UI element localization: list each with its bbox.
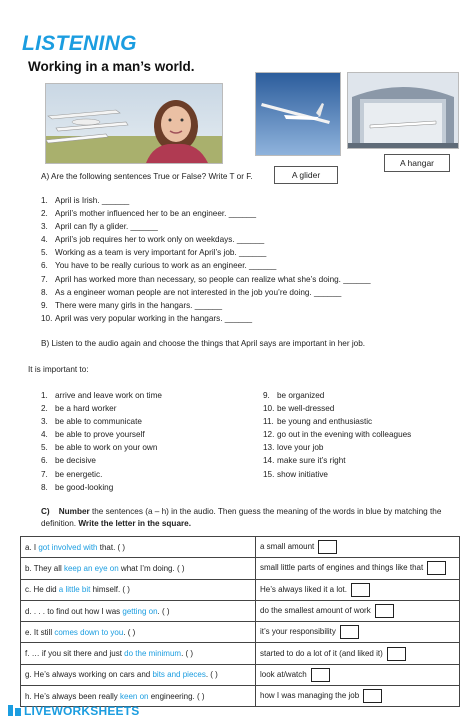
answer-square[interactable] <box>340 625 359 639</box>
list-item <box>41 275 371 288</box>
definition-cell <box>256 600 460 621</box>
list-item <box>41 417 162 430</box>
list-item <box>263 391 411 404</box>
item-number: 2. <box>41 209 48 219</box>
section-c-instruction <box>41 506 451 529</box>
sentence-number-blank[interactable]: what I’m doing. ( ) <box>118 563 185 573</box>
item-number: 12. <box>263 430 275 440</box>
list-item <box>41 391 162 404</box>
list-item <box>41 248 371 261</box>
definition-text: He’s always liked it a lot. <box>260 584 347 594</box>
definition-text: how I was managing the job <box>260 691 360 701</box>
list-item <box>41 443 162 456</box>
true-false-list <box>41 196 371 327</box>
item-number: 5. <box>41 443 48 453</box>
item-text: April’s mother influenced her to be an engineer. ______ <box>55 209 257 219</box>
sentence-text: b. They all <box>25 563 64 573</box>
section-c-text: the sentences (a – h) in the audio. Then guess the meaning of the words in blue by matching the definition. <box>41 507 442 528</box>
liveworksheets-logo <box>8 704 139 718</box>
section-c-label: C) <box>41 507 50 516</box>
sentence-cell <box>21 579 256 600</box>
item-text: April can fly a glider. ______ <box>55 222 158 232</box>
item-text: There were many girls in the hangars. ______ <box>55 300 223 310</box>
item-text: be able to prove yourself <box>55 430 145 440</box>
item-number: 1. <box>41 391 48 400</box>
item-number: 14. <box>263 456 275 466</box>
table-row <box>21 643 460 664</box>
definition-text: look at/watch <box>260 670 307 680</box>
sentence-number-blank[interactable]: that. ( ) <box>97 542 126 552</box>
section-b-instruction: B) Listen to the audio again and choose the things that April says are important in her job. <box>41 339 366 348</box>
blue-phrase: keep an eye on <box>63 563 119 573</box>
section-a-instruction: A) Are the following sentences True or False? Write T or F. <box>41 172 253 181</box>
item-text: be able to communicate <box>55 417 142 427</box>
matching-table <box>20 536 460 707</box>
section-b-lead: It is important to: <box>28 365 89 374</box>
definition-text: a small amount <box>260 542 315 552</box>
blue-phrase: got involved with <box>38 542 98 552</box>
definition-text: started to do a lot of it (and liked it) <box>260 648 383 658</box>
blue-phrase: a little bit <box>58 585 91 595</box>
definition-cell <box>256 686 460 707</box>
list-item <box>41 222 371 235</box>
item-text: go out in the evening with colleagues <box>277 430 412 440</box>
item-number: 4. <box>41 430 48 440</box>
definition-text: small little parts of engines and things like that <box>260 563 424 573</box>
section-c-bold-tail: Write the letter in the square. <box>78 518 192 528</box>
answer-square[interactable] <box>427 561 446 575</box>
list-item <box>41 456 162 469</box>
table-row <box>21 558 460 579</box>
list-item <box>263 456 411 469</box>
definition-cell <box>256 643 460 664</box>
item-text: As a engineer woman people are not interested in the job you’re doing. ______ <box>55 287 342 297</box>
item-text: April has worked more than necessary, so people can realize what she’s doing. ______ <box>55 274 371 284</box>
important-list-left <box>41 391 162 496</box>
item-number: 10. <box>263 404 275 414</box>
list-item <box>41 261 371 274</box>
list-item <box>41 288 371 301</box>
definition-text: do the smallest amount of work <box>260 606 371 616</box>
item-number: 8. <box>41 287 48 297</box>
item-text: love your job <box>277 443 324 453</box>
sentence-number-blank[interactable]: engineering. ( ) <box>148 691 205 701</box>
sentence-cell <box>21 558 256 579</box>
photo-glider <box>255 72 341 156</box>
caption-glider: A glider <box>274 166 338 184</box>
item-text: be organized <box>277 391 325 400</box>
item-text: be well-dressed <box>277 404 335 414</box>
item-number: 9. <box>41 300 48 310</box>
sentence-number-blank[interactable]: . ( ) <box>123 627 136 637</box>
blue-phrase: do the minimum <box>124 649 182 659</box>
item-number: 1. <box>41 196 48 205</box>
item-number: 8. <box>41 482 48 492</box>
item-number: 10. <box>41 313 53 323</box>
item-number: 11. <box>263 417 274 427</box>
table-row <box>21 600 460 621</box>
item-text: Working as a team is very important for April’s job. ______ <box>55 248 267 258</box>
liveworksheets-icon <box>8 705 21 716</box>
list-item <box>263 443 411 456</box>
answer-square[interactable] <box>311 668 330 682</box>
sentence-cell <box>21 537 256 558</box>
list-item <box>263 404 411 417</box>
caption-hangar: A hangar <box>384 154 450 172</box>
item-text: April is Irish. ______ <box>55 196 130 205</box>
table-row <box>21 664 460 685</box>
footer-brand: LIVEWORKSHEETS <box>24 704 140 718</box>
item-text: be young and enthusiastic <box>277 417 373 427</box>
page-subtitle: Working in a man’s world. <box>28 59 195 74</box>
sentence-text: f. … if you sit there and just <box>25 649 125 659</box>
item-text: be good-looking <box>55 482 114 492</box>
definition-cell <box>256 579 460 600</box>
section-c-bold-lead: Number <box>58 507 90 516</box>
sentence-cell <box>21 643 256 664</box>
blue-phrase: keen on <box>120 691 149 701</box>
item-number: 6. <box>41 456 48 466</box>
table-row <box>21 537 460 558</box>
important-list-right <box>263 391 411 483</box>
list-item <box>263 417 411 430</box>
list-item <box>41 430 162 443</box>
item-text: make sure it’s right <box>277 456 346 466</box>
page-title: LISTENING <box>22 32 137 55</box>
sentence-text: h. He’s always been really <box>25 691 121 701</box>
definition-cell <box>256 622 460 643</box>
list-item <box>41 470 162 483</box>
item-text: April’s job requires her to work only on weekdays. ______ <box>55 235 265 245</box>
list-item <box>41 301 371 314</box>
list-item <box>263 430 411 443</box>
item-number: 9. <box>263 391 270 400</box>
item-number: 4. <box>41 235 48 245</box>
sentence-text: e. It still <box>25 627 55 637</box>
item-number: 13. <box>263 443 275 453</box>
list-item <box>41 196 371 209</box>
sentence-text: c. He did <box>25 585 59 595</box>
item-text: April was very popular working in the hangars. ______ <box>55 313 253 323</box>
answer-square[interactable] <box>318 540 337 554</box>
photo-hangar <box>347 72 459 149</box>
item-number: 5. <box>41 248 48 258</box>
list-item <box>263 470 411 483</box>
item-number: 3. <box>41 222 48 232</box>
item-text: show initiative <box>277 469 328 479</box>
list-item <box>41 404 162 417</box>
item-number: 2. <box>41 404 48 414</box>
item-number: 7. <box>41 274 48 284</box>
sentence-text: d. . . . to find out how I was <box>25 606 123 616</box>
definition-cell <box>256 558 460 579</box>
list-item <box>41 483 162 496</box>
sentence-number-blank[interactable]: . ( ) <box>157 606 170 616</box>
item-text: arrive and leave work on time <box>55 391 162 400</box>
sentence-number-blank[interactable]: . ( ) <box>205 670 218 680</box>
list-item <box>41 235 371 248</box>
item-text: be a hard worker <box>55 404 117 414</box>
blue-phrase: comes down to you <box>54 627 124 637</box>
blue-phrase: getting on <box>122 606 158 616</box>
item-text: be able to work on your own <box>55 443 158 453</box>
sentence-cell <box>21 600 256 621</box>
sentence-number-blank[interactable]: . ( ) <box>181 649 194 659</box>
answer-square[interactable] <box>375 604 394 618</box>
answer-square[interactable] <box>351 583 370 597</box>
sentence-cell <box>21 664 256 685</box>
list-item <box>41 314 371 327</box>
photo-woman-with-gliders <box>45 83 223 164</box>
definition-cell <box>256 537 460 558</box>
sentence-number-blank[interactable]: himself. ( ) <box>90 585 130 595</box>
list-item <box>41 209 371 222</box>
item-number: 15. <box>263 469 275 479</box>
blue-phrase: bits and pieces <box>152 670 206 680</box>
answer-square[interactable] <box>387 647 406 661</box>
item-number: 3. <box>41 417 48 427</box>
table-row <box>21 622 460 643</box>
item-number: 7. <box>41 469 48 479</box>
table-row <box>21 579 460 600</box>
definition-cell <box>256 664 460 685</box>
sentence-text: a. I <box>25 542 39 552</box>
item-text: You have to be really curious to work as an engineer. ______ <box>55 261 277 271</box>
definition-text: it’s your responsibility <box>260 627 336 637</box>
item-text: be energetic. <box>55 469 103 479</box>
sentence-text: g. He’s always working on cars and <box>25 670 153 680</box>
item-number: 6. <box>41 261 48 271</box>
answer-square[interactable] <box>363 689 382 703</box>
sentence-cell <box>21 622 256 643</box>
item-text: be decisive <box>55 456 96 466</box>
